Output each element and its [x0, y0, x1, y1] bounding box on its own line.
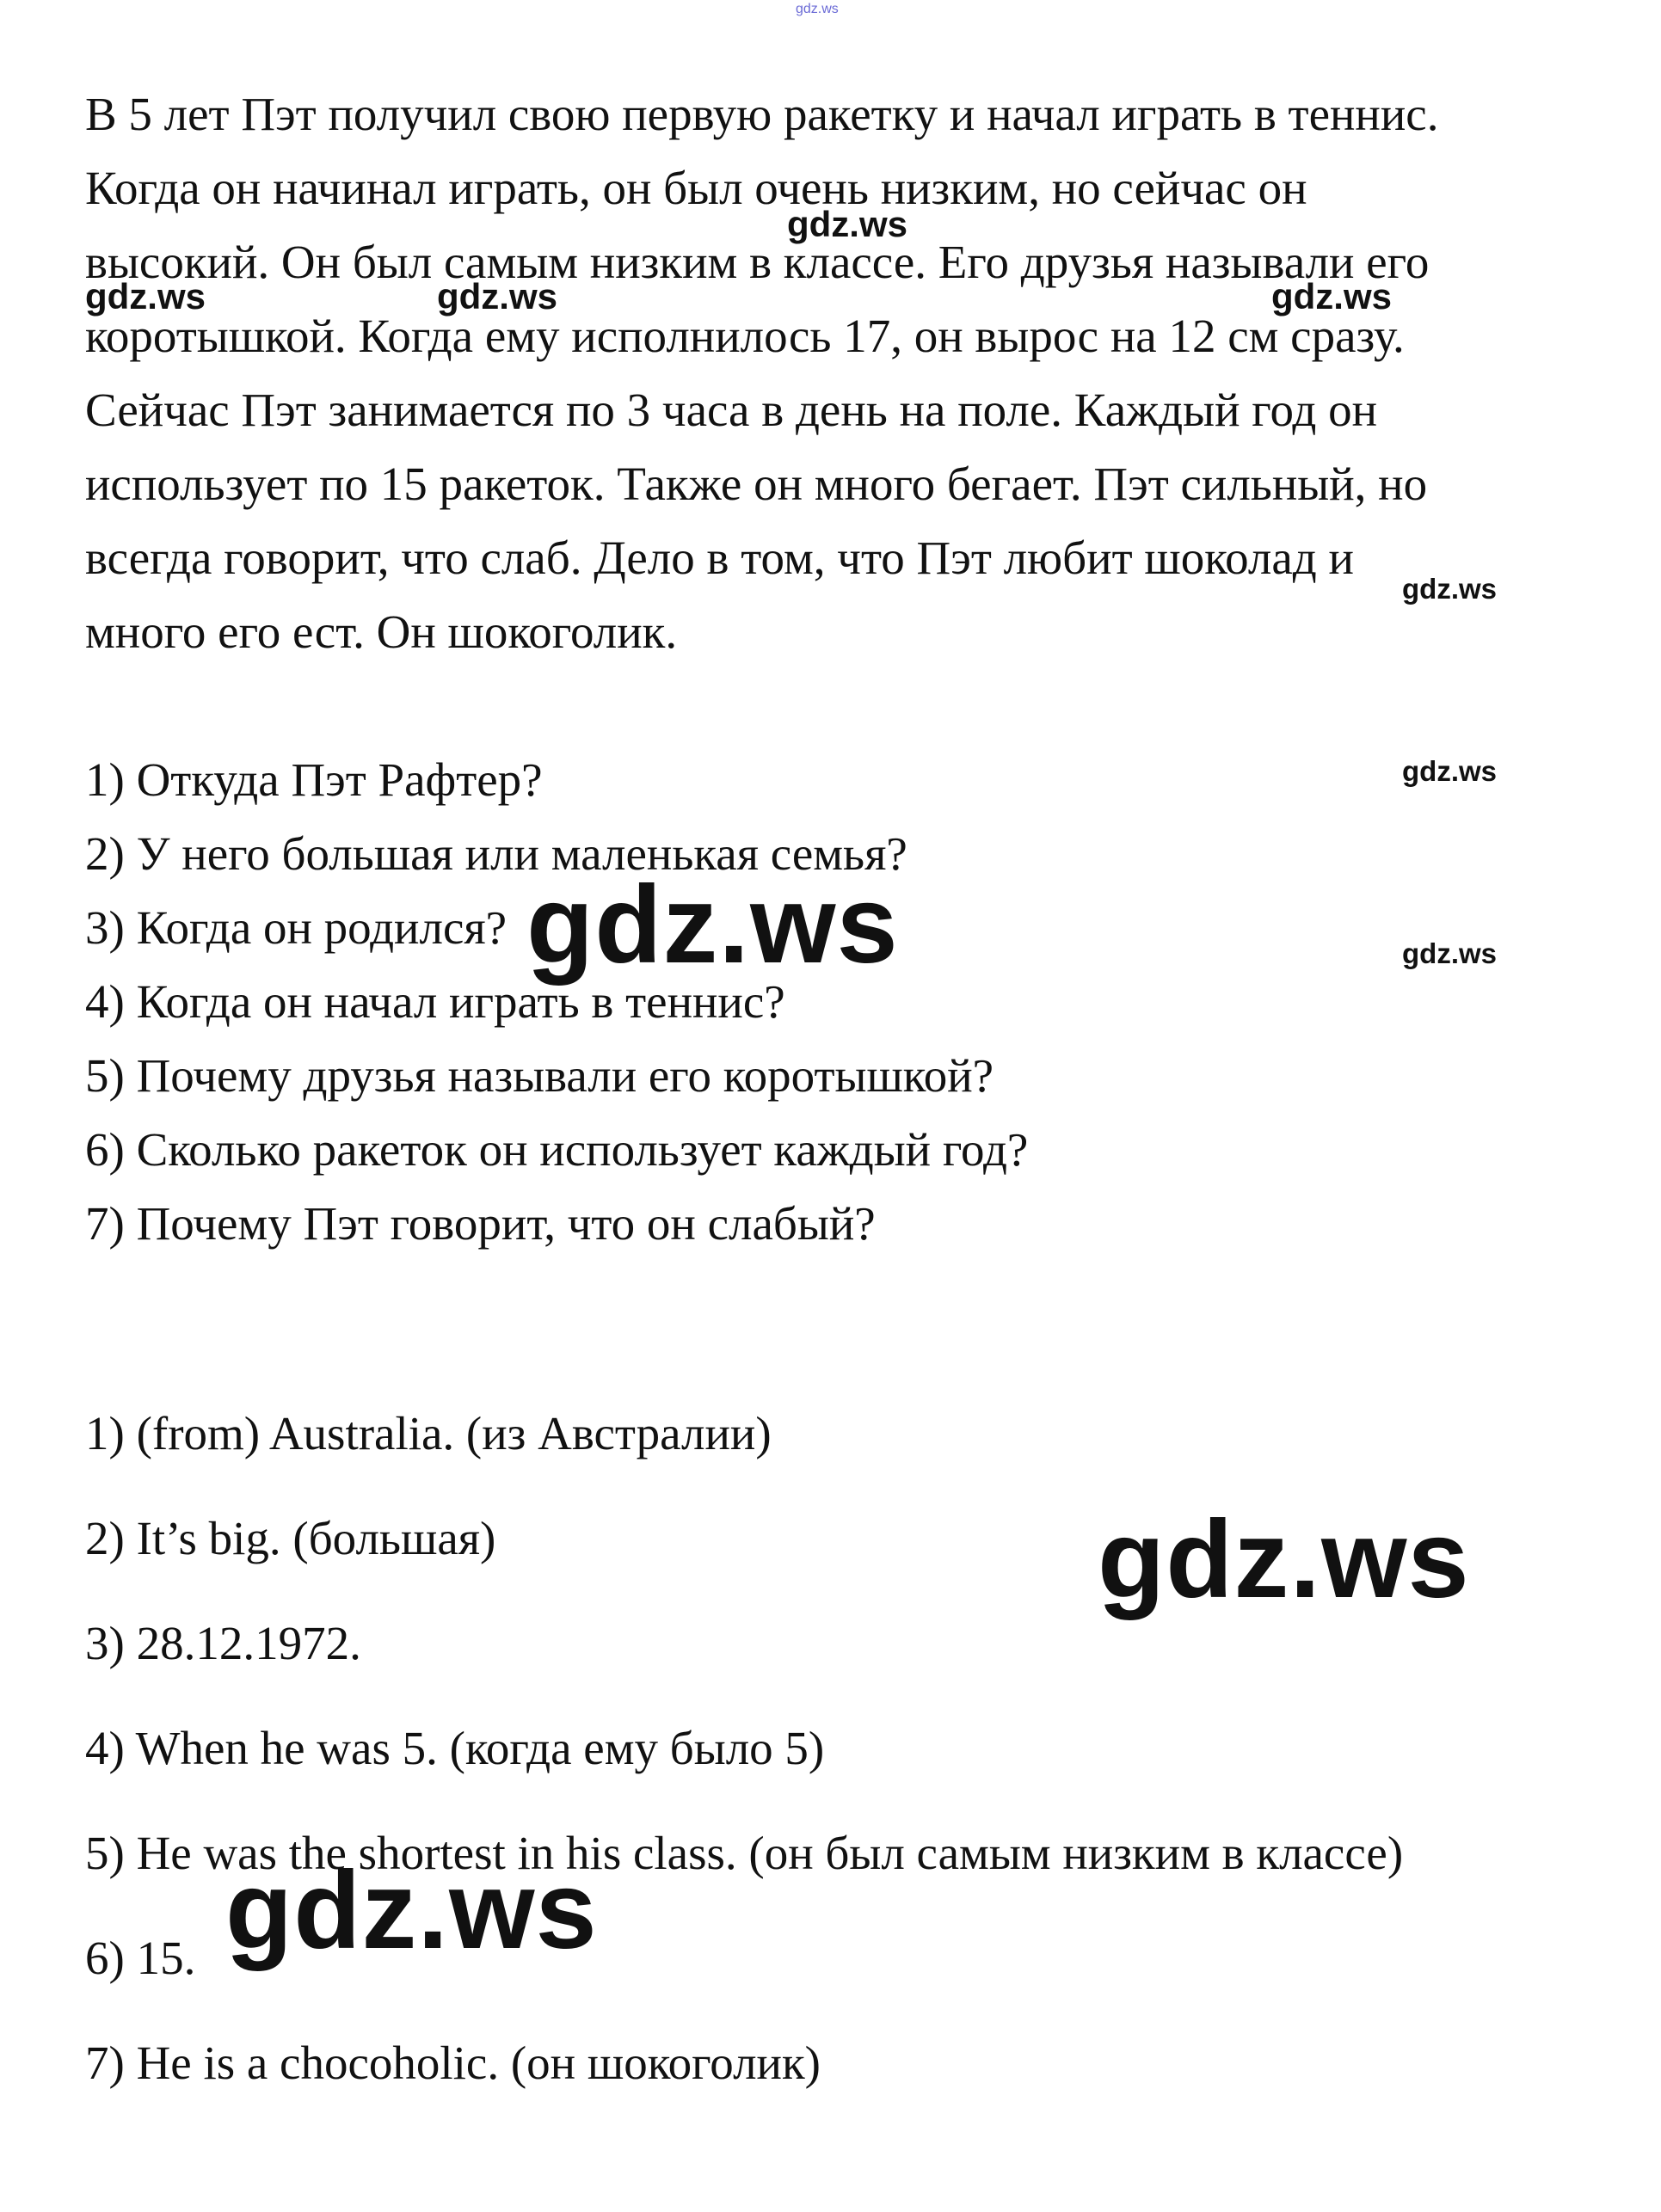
answer-5: 5) He was the shortest in his class. (он был самым низким в классе) [85, 1827, 1404, 1879]
watermark-top: gdz.ws [796, 2, 839, 16]
answer-7: 7) He is a chocoholic. (он шокоголик) [85, 2037, 821, 2089]
paragraph-line-2: Когда он начинал играть, он был очень низким, но сейчас он [85, 162, 1307, 214]
question-4: 4) Когда он начал играть в теннис? [85, 975, 785, 1028]
question-3: 3) Когда он родился? [85, 901, 508, 954]
answer-6: 6) 15. [85, 1932, 196, 1984]
paragraph-line-5: Сейчас Пэт занимается по 3 часа в день на поле. Каждый год он [85, 384, 1378, 436]
paragraph-line-3: высокий. Он был самым низким в классе. Его друзья называли его [85, 236, 1430, 288]
watermark-text: gdz.ws [1402, 755, 1498, 787]
watermark-text: gdz.ws [1098, 1498, 1470, 1621]
paragraph-line-8: много его ест. Он шокоголик. [85, 605, 678, 658]
paragraph-line-6: использует по 15 ракеток. Также он много бегает. Пэт сильный, но [85, 458, 1428, 510]
watermark-text: gdz.ws [85, 276, 206, 316]
question-5: 5) Почему друзья называли его коротышкой? [85, 1049, 994, 1102]
watermark-text: gdz.ws [437, 276, 558, 316]
question-6: 6) Сколько ракеток он использует каждый год? [85, 1123, 1029, 1176]
answer-4: 4) When he was 5. (когда ему было 5) [85, 1722, 825, 1774]
paragraph-line-1: В 5 лет Пэт получил свою первую ракетку и начал играть в теннис. [85, 88, 1439, 140]
answer-3: 3) 28.12.1972. [85, 1617, 361, 1669]
question-2: 2) У него большая или маленькая семья? [85, 827, 907, 880]
watermark-text: gdz.ws [1402, 573, 1498, 605]
paragraph-line-4: коротышкой. Когда ему исполнилось 17, он вырос на 12 см сразу. [85, 310, 1405, 362]
answer-1: 1) (from) Australia. (из Австралии) [85, 1407, 772, 1459]
paragraph-line-7: всегда говорит, что слаб. Дело в том, что Пэт любит шоколад и [85, 531, 1354, 584]
question-1: 1) Откуда Пэт Рафтер? [85, 753, 543, 806]
watermark-text: gdz.ws [787, 204, 908, 244]
watermark-text: gdz.ws [1402, 937, 1498, 969]
watermark-text: gdz.ws [1271, 276, 1393, 316]
question-7: 7) Почему Пэт говорит, что он слабый? [85, 1197, 876, 1250]
answer-2: 2) It’s big. (большая) [85, 1512, 496, 1564]
watermark-text: gdz.ws [225, 1849, 598, 1972]
watermark-text: gdz.ws [526, 863, 899, 986]
